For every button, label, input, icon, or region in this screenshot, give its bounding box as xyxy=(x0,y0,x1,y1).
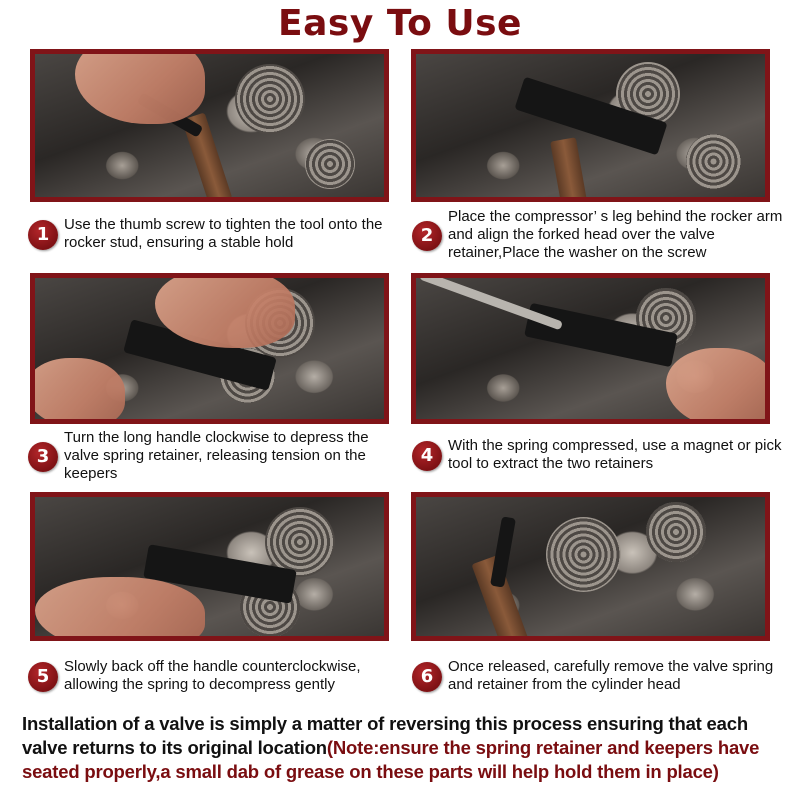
step-2-text: Place the compressor’ s leg behind the rocker arm and align the forked head over the valve retainer,Place the washer on the screw xyxy=(448,208,783,261)
step-5-photo xyxy=(30,492,389,641)
step-4-caption xyxy=(412,437,790,497)
step-4-text: With the spring compressed, use a magnet or pick tool to extract the two retainers xyxy=(448,437,782,472)
step-3-photo xyxy=(30,273,389,424)
step-3-caption xyxy=(28,429,390,489)
step-1-text: Use the thumb screw to tighten the tool onto the rocker stud, ensuring a stable hold xyxy=(64,216,383,251)
step-5-badge: 5 xyxy=(28,662,58,692)
step-1-badge: 1 xyxy=(28,220,58,250)
step-5-caption xyxy=(28,658,390,718)
step-2-caption xyxy=(412,208,790,268)
step-4-badge: 4 xyxy=(412,441,442,471)
step-6-caption xyxy=(412,658,790,718)
installation-text: Installation of a valve is simply a matter of reversing this process ensuring that each valve returns to its original location xyxy=(22,713,748,758)
step-6-text: Once released, carefully remove the valve spring and retainer from the cylinder head xyxy=(448,658,774,693)
step-3-text: Turn the long handle clockwise to depress the valve spring retainer, releasing tension on the keepers xyxy=(64,429,369,482)
step-6-badge: 6 xyxy=(412,662,442,692)
step-1-photo xyxy=(30,49,389,202)
step-4-photo xyxy=(411,273,770,424)
page-title: Easy To Use xyxy=(278,3,522,44)
installation-note xyxy=(22,712,782,784)
step-5-text: Slowly back off the handle counterclockwise, allowing the spring to decompress gently xyxy=(64,658,361,693)
step-3-badge: 3 xyxy=(28,442,58,472)
grease-note: (Note:ensure the spring retainer and keepers have seated properly,a small dab of grease on these parts will help hold them in place) xyxy=(22,737,760,782)
step-6-photo xyxy=(411,492,770,641)
step-2-photo xyxy=(411,49,770,202)
step-1-caption xyxy=(28,216,390,276)
step-2-badge: 2 xyxy=(412,221,442,251)
